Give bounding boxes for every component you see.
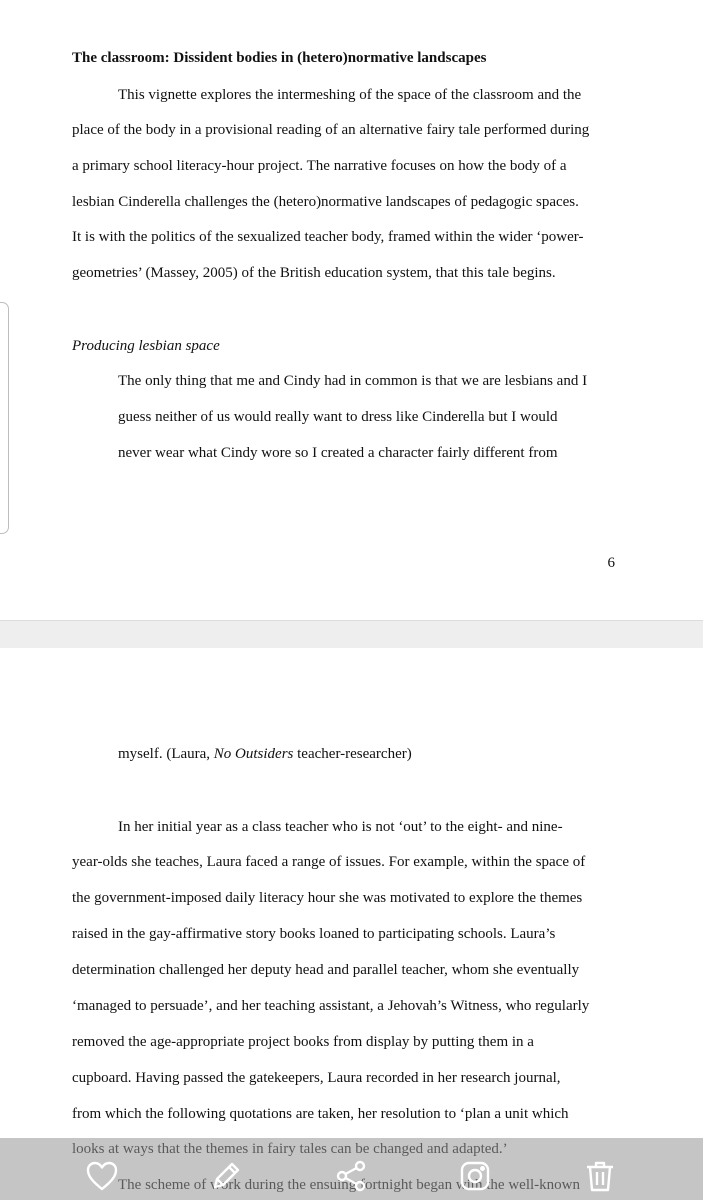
paragraph-line: geometries’ (Massey, 2005) of the British education system, that this tale begins. [72, 265, 556, 281]
block-quote-line: guess neither of us would really want to dress like Cinderella but I would [118, 409, 558, 425]
instagram-icon[interactable] [457, 1158, 493, 1194]
project-title: No Outsiders [213, 746, 294, 762]
pencil-icon[interactable] [208, 1158, 244, 1194]
block-quote-end [118, 745, 412, 763]
block-quote-line: The only thing that me and Cindy had in common is that we are lesbians and I [118, 373, 588, 389]
paragraph-line: from which the following quotations are taken, her resolution to ‘plan a unit which [72, 1106, 569, 1122]
side-panel-handle[interactable] [0, 302, 9, 534]
paragraph-line: lesbian Cinderella challenges the (hetero)normative landscapes of pedagogic spaces. [72, 194, 579, 210]
paragraph-line: year-olds she teaches, Laura faced a range of issues. For example, within the space of [72, 854, 586, 870]
section-heading: The classroom: Dissident bodies in (hetero)normative landscapes [72, 50, 487, 66]
page-number: 6 [607, 555, 615, 571]
paragraph-line: ‘managed to persuade’, and her teaching assistant, a Jehovah’s Witness, who regularly [72, 998, 590, 1014]
quote-text: teacher-researcher) [293, 746, 412, 762]
paragraph-line: In her initial year as a class teacher who is not ‘out’ to the eight- and nine- [118, 819, 563, 835]
paragraph-line: the government-imposed daily literacy hour she was motivated to explore the themes [72, 890, 583, 906]
block-quote-line: never wear what Cindy wore so I created a character fairly different from [118, 445, 558, 461]
paragraph-line: place of the body in a provisional reading of an alternative fairy tale performed during [72, 122, 590, 138]
page-separator [0, 620, 703, 650]
paragraph-line: cupboard. Having passed the gatekeepers, Laura recorded in her research journal, [72, 1070, 561, 1086]
trash-icon[interactable] [582, 1158, 618, 1194]
quote-text: myself. (Laura, [118, 746, 214, 762]
paragraph-line: It is with the politics of the sexualized teacher body, framed within the wider ‘power- [72, 229, 584, 245]
paragraph-line: This vignette explores the intermeshing of the space of the classroom and the [118, 87, 582, 103]
subsection-heading: Producing lesbian space [72, 338, 220, 354]
paragraph-line: a primary school literacy-hour project. The narrative focuses on how the body of a [72, 158, 567, 174]
paragraph-line: raised in the gay-affirmative story books loaned to participating schools. Laura’s [72, 926, 556, 942]
share-icon[interactable] [333, 1158, 369, 1194]
paragraph-line: determination challenged her deputy head and parallel teacher, whom she eventually [72, 962, 580, 978]
document-page-7 [0, 648, 703, 1200]
paragraph-line: removed the age-appropriate project books from display by putting them in a [72, 1034, 534, 1050]
heart-icon[interactable] [84, 1158, 120, 1194]
